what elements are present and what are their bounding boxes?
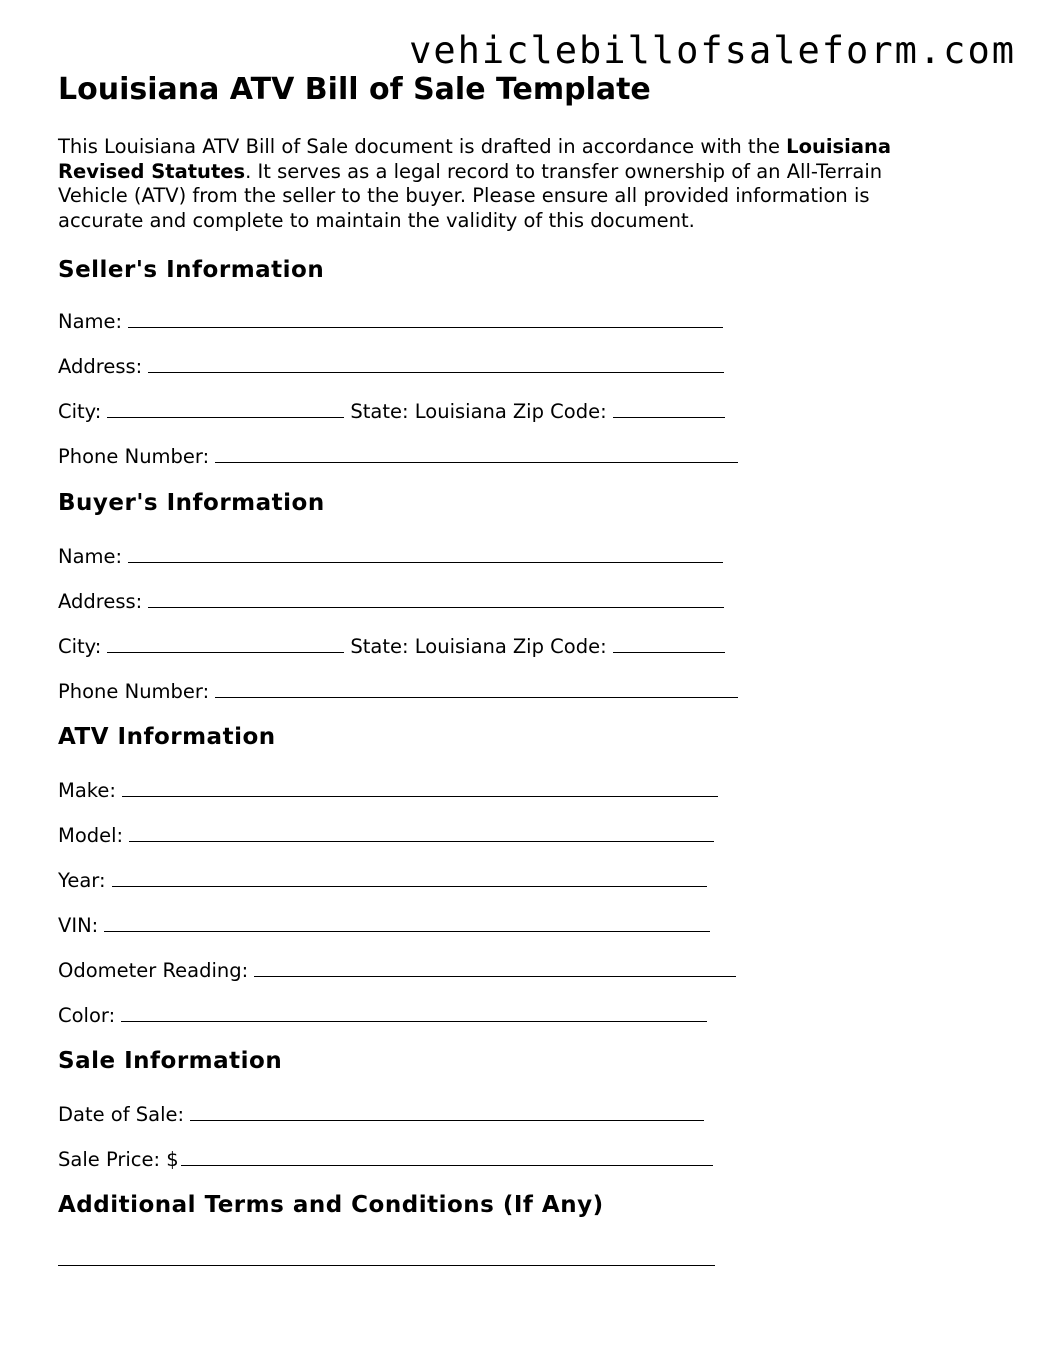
seller-city-row: [58, 400, 725, 422]
seller-city-field[interactable]: [107, 400, 344, 418]
buyer-address-row: [58, 590, 724, 612]
atv-model-field[interactable]: [129, 824, 714, 842]
atv-color-row: [58, 1004, 707, 1026]
seller-address-label: Address:: [58, 355, 143, 378]
atv-odometer-row: [58, 959, 736, 981]
intro-statute-name: Louisiana Revised Statutes: [58, 135, 892, 183]
buyer-city-field[interactable]: [107, 635, 344, 653]
seller-name-row: [58, 310, 723, 332]
seller-phone-row: [58, 445, 738, 467]
buyer-phone-label: Phone Number:: [58, 680, 210, 703]
intro-text-start: This Louisiana ATV Bill of Sale document is drafted in accordance with the: [58, 135, 787, 158]
seller-phone-field[interactable]: [215, 445, 738, 463]
seller-address-field[interactable]: [148, 355, 724, 373]
document-title: Louisiana ATV Bill of Sale Template: [58, 72, 651, 107]
seller-name-field[interactable]: [128, 310, 723, 328]
buyer-city-label: City:: [58, 635, 102, 658]
sale-price-row: [58, 1148, 713, 1170]
atv-odometer-field[interactable]: [254, 959, 736, 977]
sale-section-heading: Sale Information: [58, 1048, 283, 1074]
atv-color-label: Color:: [58, 1004, 116, 1027]
buyer-phone-row: [58, 680, 738, 702]
atv-vin-row: [58, 914, 710, 936]
sale-price-field[interactable]: [181, 1148, 713, 1166]
buyer-city-row: [58, 635, 725, 657]
seller-name-label: Name:: [58, 310, 123, 333]
buyer-address-field[interactable]: [148, 590, 724, 608]
seller-zip-label: Zip Code:: [512, 400, 607, 423]
atv-model-label: Model:: [58, 824, 124, 847]
site-watermark: vehiclebillofsaleform.com: [409, 29, 1016, 72]
sale-date-label: Date of Sale:: [58, 1103, 185, 1126]
sale-date-field[interactable]: [190, 1103, 704, 1121]
seller-section-heading: Seller's Information: [58, 257, 325, 283]
buyer-zip-field[interactable]: [613, 635, 725, 653]
intro-text-end: . It serves as a legal record to transfer ownership of an All-Terrain Vehicle (ATV) from the seller to the buyer. Please ensure all provided information is accurate and complete to maintain the validity of this document.: [58, 159, 883, 232]
atv-model-row: [58, 824, 714, 846]
atv-make-field[interactable]: [122, 779, 718, 797]
buyer-name-row: [58, 545, 723, 567]
buyer-name-field[interactable]: [128, 545, 723, 563]
atv-make-label: Make:: [58, 779, 116, 802]
buyer-name-label: Name:: [58, 545, 123, 568]
sale-price-label: Sale Price: $: [58, 1148, 179, 1171]
seller-city-label: City:: [58, 400, 102, 423]
atv-odometer-label: Odometer Reading:: [58, 959, 249, 982]
intro-paragraph: [58, 135, 958, 233]
atv-year-row: [58, 869, 707, 891]
terms-section-heading: Additional Terms and Conditions (If Any): [58, 1192, 604, 1218]
buyer-zip-label: Zip Code:: [512, 635, 607, 658]
buyer-state-label: State: Louisiana: [350, 635, 507, 658]
terms-field[interactable]: [58, 1265, 715, 1266]
atv-make-row: [58, 779, 718, 801]
buyer-address-label: Address:: [58, 590, 143, 613]
atv-vin-field[interactable]: [104, 914, 710, 932]
sale-date-row: [58, 1103, 704, 1125]
atv-section-heading: ATV Information: [58, 724, 276, 750]
seller-phone-label: Phone Number:: [58, 445, 210, 468]
seller-zip-field[interactable]: [613, 400, 725, 418]
atv-year-field[interactable]: [112, 869, 707, 887]
seller-address-row: [58, 355, 724, 377]
buyer-phone-field[interactable]: [215, 680, 738, 698]
atv-vin-label: VIN:: [58, 914, 99, 937]
atv-year-label: Year:: [58, 869, 106, 892]
atv-color-field[interactable]: [121, 1004, 707, 1022]
seller-state-label: State: Louisiana: [350, 400, 507, 423]
buyer-section-heading: Buyer's Information: [58, 490, 325, 516]
